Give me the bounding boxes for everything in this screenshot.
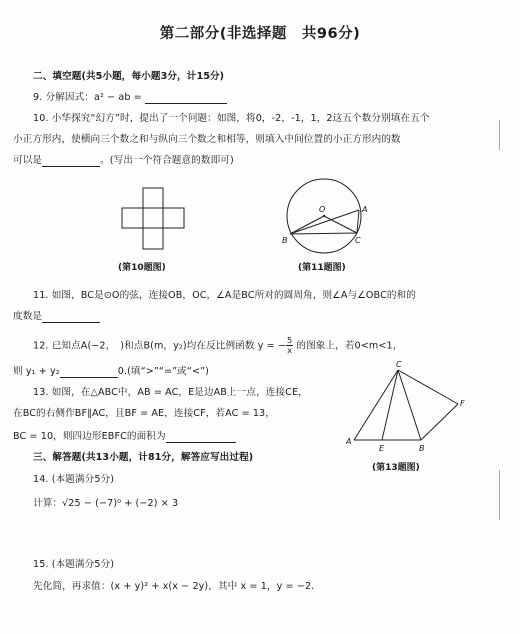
question-10-prefix: 可以是 — [13, 155, 43, 166]
question-10-line-3 — [13, 155, 234, 167]
figure-11-caption: (第11题图) — [298, 263, 346, 273]
question-11-line-1: 11. 如图，BC是⊙O的弦，连接OB，OC，∠A是BC所对的圆周角，则∠A与∠OBC的和的 — [33, 290, 416, 301]
question-12-text-b: 的图象上，若0<m<1， — [293, 340, 403, 352]
fraction-numerator: 5 — [287, 336, 293, 345]
label-a: A — [362, 205, 368, 214]
question-12-line-2 — [13, 366, 209, 378]
fraction-denominator: x — [287, 346, 293, 355]
segment-ac — [354, 370, 398, 440]
label-b: B — [282, 236, 288, 245]
question-13-line-2: 在BC的右侧作BF∥AC，且BF = AE，连接CF，若AC = 13， — [13, 408, 275, 419]
label-b: B — [419, 444, 425, 453]
question-11-line-2 — [13, 311, 100, 323]
page-title: 第二部分(非选择题 共96分) — [159, 26, 361, 42]
question-9 — [33, 92, 227, 104]
segment-bf — [421, 404, 458, 440]
label-c: C — [396, 360, 402, 369]
section-heading-answer: 三、解答题(共13小题，计81分，解答应写出过程) — [33, 452, 254, 463]
answer-blank-10 — [42, 156, 100, 167]
label-e: E — [379, 444, 385, 453]
cross-square-left — [122, 208, 143, 228]
question-13-line-1: 13. 如图，在△ABC中，AB = AC，E是边AB上一点，连接CE， — [33, 387, 308, 398]
label-o: O — [319, 205, 326, 214]
question-12-text-d: 0.(填“>”“=”或“<”) — [117, 366, 209, 377]
segment-oc — [324, 216, 357, 233]
figure-10-cross-squares — [112, 186, 202, 254]
label-f: F — [460, 399, 465, 408]
label-a: A — [346, 437, 352, 446]
segment-ce — [382, 370, 398, 440]
answer-blank-11 — [42, 312, 100, 323]
question-13-prefix: BC = 10，则四边形EBFC的面积为 — [13, 431, 166, 442]
figure-13-triangle — [346, 358, 476, 458]
cross-square-bottom — [143, 228, 163, 249]
question-11-prefix: 度数是 — [13, 311, 43, 322]
segment-ob — [290, 216, 324, 234]
label-c: C — [355, 236, 361, 245]
question-14-heading: 14. (本题满分5分) — [33, 474, 115, 485]
question-10-suffix: 。(写出一个符合题意的数即可) — [100, 155, 234, 166]
answer-blank-9 — [145, 93, 227, 104]
page-edge-mark — [499, 470, 500, 520]
section-heading-fill-in: 二、填空题(共5小题，每小题3分，计15分) — [33, 71, 225, 82]
question-12-line-1 — [33, 336, 402, 355]
figure-11-circle — [280, 176, 380, 260]
figure-10-caption: (第10题图) — [118, 263, 166, 273]
chord-bc — [290, 233, 357, 234]
cross-square-top — [143, 188, 163, 208]
question-14-expression: 计算：√25 − (−7)⁰ + (−2) × 3 — [33, 498, 179, 509]
cross-square-center — [143, 208, 163, 228]
question-15-expression: 先化简，再求值：(x + y)² + x(x − 2y)，其中 x = 1，y = −2. — [33, 581, 315, 592]
answer-blank-13 — [166, 432, 236, 443]
question-9-text: 9. 分解因式：a² − ab = — [33, 92, 145, 103]
question-15-heading: 15. (本题满分5分) — [33, 559, 115, 570]
cross-square-right — [163, 208, 184, 228]
question-12-text-a: 12. 已知点A(−2， )和点B(m，y₂)均在反比例函数 y = − — [33, 340, 287, 352]
figure-13-caption: (第13题图) — [372, 463, 420, 473]
question-13-line-3 — [13, 431, 236, 443]
answer-blank-12 — [60, 367, 118, 378]
question-10-line-2: 小正方形内，使横向三个数之和与纵向三个数之和相等，则填入中间位置的小正方形内的数 — [13, 134, 401, 145]
segment-cb — [398, 370, 421, 440]
page-edge-mark — [499, 120, 500, 150]
question-10-line-1: 10. 小华探究“幻方”时，提出了一个问题：如图，将0，-2，-1，1，2这五个数分别填在五个 — [33, 113, 430, 124]
question-12-text-c: 则 y₁ + y₂ — [13, 366, 60, 377]
